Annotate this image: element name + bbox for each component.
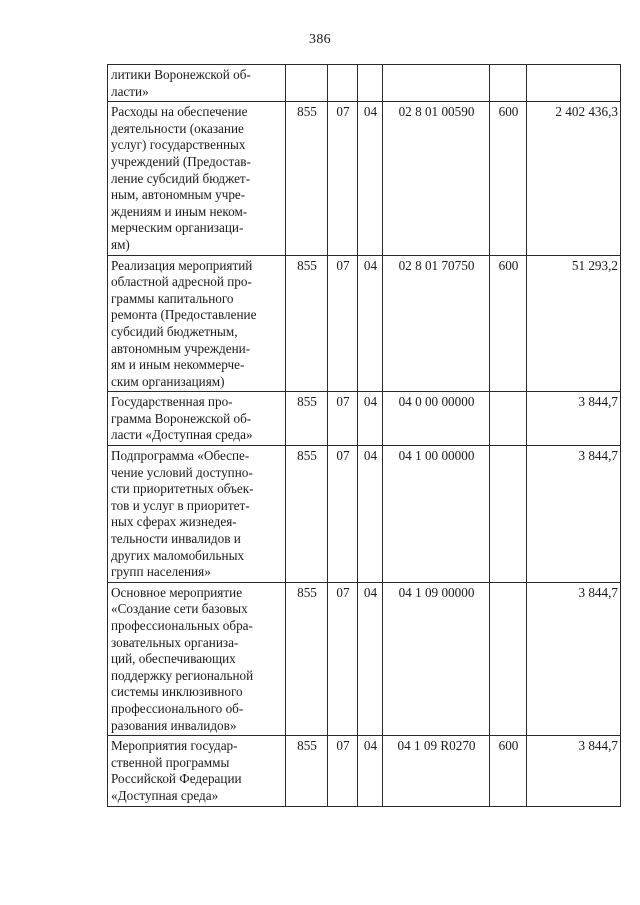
row-name: Подпрограмма «Обеспе- чение условий доступно- сти приоритетных объек- тов и услуг в приоритет- ных сферах жизнедея- тельности инвалидов и других маломобильных групп населения» bbox=[111, 448, 254, 580]
subsection-code bbox=[358, 65, 383, 102]
row-name: Основное мероприятие «Создание сети базовых профессиональных обра- зовательных организа- ций, обеспечивающих поддержку региональной системы инклюзивного профессионального об- разования инвалидов» bbox=[111, 584, 254, 733]
amount: 3 844,7 bbox=[527, 736, 621, 806]
expense-type-code: 600 bbox=[490, 102, 527, 255]
expense-type-code: 600 bbox=[490, 255, 527, 392]
amount: 3 844,7 bbox=[527, 582, 621, 735]
subsection-code: 04 bbox=[358, 392, 383, 446]
budget-table bbox=[107, 64, 621, 807]
ministry-code: 855 bbox=[286, 392, 328, 446]
target-article-code: 04 1 00 00000 bbox=[383, 446, 490, 583]
section-code: 07 bbox=[328, 255, 358, 392]
subsection-code: 04 bbox=[358, 102, 383, 255]
section-code: 07 bbox=[328, 582, 358, 735]
target-article-code: 04 1 09 R0270 bbox=[383, 736, 490, 806]
row-name-cell bbox=[108, 582, 286, 735]
table-row bbox=[108, 736, 621, 806]
section-code: 07 bbox=[328, 392, 358, 446]
row-name-cell bbox=[108, 255, 286, 392]
section-code: 07 bbox=[328, 736, 358, 806]
target-article-code bbox=[383, 65, 490, 102]
row-name: литики Воронежской об- ласти» bbox=[111, 67, 251, 99]
page-number: 386 bbox=[309, 32, 331, 47]
ministry-code: 855 bbox=[286, 736, 328, 806]
table-row bbox=[108, 582, 621, 735]
amount bbox=[527, 65, 621, 102]
subsection-code: 04 bbox=[358, 446, 383, 583]
table-row bbox=[108, 102, 621, 255]
amount: 2 402 436,3 bbox=[527, 102, 621, 255]
ministry-code: 855 bbox=[286, 255, 328, 392]
row-name-cell bbox=[108, 392, 286, 446]
row-name: Расходы на обеспечение деятельности (оказание услуг) государственных учреждений (Предостав- ление субсидий бюджет- ным, автономным учре- ждениям и иным неком- мерческим организаци- ям) bbox=[111, 104, 251, 252]
subsection-code: 04 bbox=[358, 255, 383, 392]
target-article-code: 04 0 00 00000 bbox=[383, 392, 490, 446]
expense-type-code bbox=[490, 446, 527, 583]
amount: 3 844,7 bbox=[527, 392, 621, 446]
expense-type-code bbox=[490, 392, 527, 446]
row-name-cell bbox=[108, 446, 286, 583]
row-name-cell bbox=[108, 736, 286, 806]
subsection-code: 04 bbox=[358, 582, 383, 735]
row-name: Мероприятия государ- ственной программы Российской Федерации «Доступная среда» bbox=[111, 738, 242, 803]
row-name-cell bbox=[108, 65, 286, 102]
row-name: Государственная про- грамма Воронежской об- ласти «Доступная среда» bbox=[111, 394, 253, 443]
row-name: Реализация мероприятий областной адресной про- граммы капитального ремонта (Предоставление субсидий бюджетным, автономным учреждени- ям и иным некоммерче- ским организациям) bbox=[111, 257, 257, 389]
amount: 51 293,2 bbox=[527, 255, 621, 392]
section-code: 07 bbox=[328, 102, 358, 255]
row-name-cell bbox=[108, 102, 286, 255]
target-article-code: 02 8 01 70750 bbox=[383, 255, 490, 392]
table-row bbox=[108, 255, 621, 392]
section-code: 07 bbox=[328, 446, 358, 583]
target-article-code: 02 8 01 00590 bbox=[383, 102, 490, 255]
target-article-code: 04 1 09 00000 bbox=[383, 582, 490, 735]
table-row bbox=[108, 446, 621, 583]
expense-type-code: 600 bbox=[490, 736, 527, 806]
subsection-code: 04 bbox=[358, 736, 383, 806]
ministry-code: 855 bbox=[286, 446, 328, 583]
table-row bbox=[108, 65, 621, 102]
ministry-code: 855 bbox=[286, 102, 328, 255]
table-row bbox=[108, 392, 621, 446]
ministry-code bbox=[286, 65, 328, 102]
expense-type-code bbox=[490, 582, 527, 735]
expense-type-code bbox=[490, 65, 527, 102]
ministry-code: 855 bbox=[286, 582, 328, 735]
amount: 3 844,7 bbox=[527, 446, 621, 583]
section-code bbox=[328, 65, 358, 102]
